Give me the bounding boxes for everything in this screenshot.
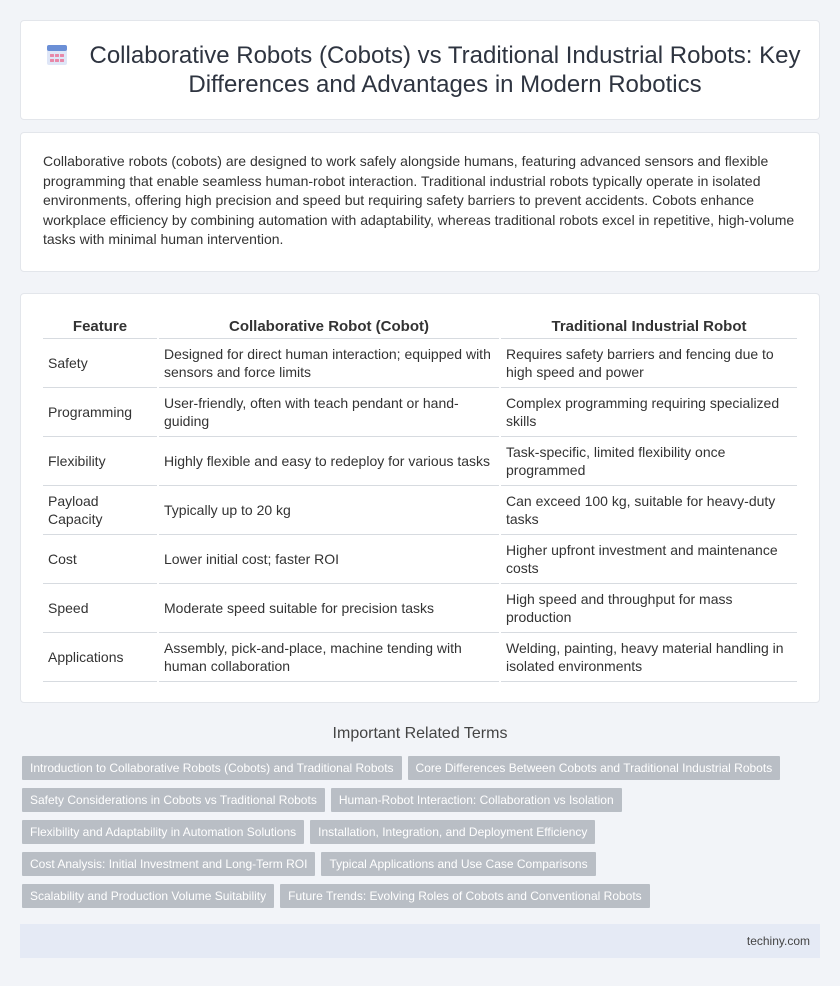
- related-term-tag[interactable]: Cost Analysis: Initial Investment and Long-Term ROI: [22, 852, 315, 876]
- page-title: Collaborative Robots (Cobots) vs Traditional Industrial Robots: Key Differences and Advantages in Modern Robotics: [89, 42, 801, 98]
- intro-paragraph: Collaborative robots (cobots) are designed to work safely alongside humans, featuring advanced sensors and flexible programming that enable seamless human-robot interaction. Traditional industrial robots typically operate in isolated environments, offering high precision and speed but requiring safety barriers to prevent accidents. Cobots enhance workplace efficiency by combining automation with adaptability, whereas traditional robots excel in repetitive, high-volume tasks with minimal human intervention.: [43, 153, 795, 247]
- related-term-tag[interactable]: Installation, Integration, and Deployment Efficiency: [310, 820, 595, 844]
- table-row: [43, 339, 797, 388]
- related-term-tag[interactable]: Typical Applications and Use Case Comparisons: [321, 852, 595, 876]
- related-term-tag[interactable]: Flexibility and Adaptability in Automation Solutions: [22, 820, 304, 844]
- cobot-cell: Lower initial cost; faster ROI: [159, 535, 499, 584]
- footer: [20, 924, 820, 958]
- column-header-cobot: Collaborative Robot (Cobot): [159, 312, 499, 339]
- comparison-table-card: [20, 293, 820, 703]
- traditional-cell: Can exceed 100 kg, suitable for heavy-duty tasks: [501, 486, 797, 535]
- traditional-cell: Complex programming requiring specialized skills: [501, 388, 797, 437]
- feature-cell: Flexibility: [43, 437, 157, 486]
- related-term-tag[interactable]: Core Differences Between Cobots and Traditional Industrial Robots: [408, 756, 781, 780]
- column-header-traditional: Traditional Industrial Robot: [501, 312, 797, 339]
- related-terms-heading: Important Related Terms: [332, 725, 508, 742]
- feature-cell: Speed: [43, 584, 157, 633]
- related-term-tag[interactable]: Introduction to Collaborative Robots (Cobots) and Traditional Robots: [22, 756, 402, 780]
- related-term-tag[interactable]: Future Trends: Evolving Roles of Cobots and Conventional Robots: [280, 884, 650, 908]
- traditional-cell: Task-specific, limited flexibility once programmed: [501, 437, 797, 486]
- traditional-cell: Welding, painting, heavy material handling in isolated environments: [501, 633, 797, 682]
- table-row: [43, 486, 797, 535]
- feature-cell: Payload Capacity: [43, 486, 157, 535]
- related-term-tag[interactable]: Safety Considerations in Cobots vs Traditional Robots: [22, 788, 325, 812]
- table-row: [43, 535, 797, 584]
- comparison-table: [41, 312, 799, 682]
- related-terms-list: [0, 756, 840, 908]
- cobot-cell: Highly flexible and easy to redeploy for various tasks: [159, 437, 499, 486]
- traditional-cell: Higher upfront investment and maintenance costs: [501, 535, 797, 584]
- related-term-tag[interactable]: Human-Robot Interaction: Collaboration vs Isolation: [331, 788, 622, 812]
- related-term-tag[interactable]: Scalability and Production Volume Suitability: [22, 884, 274, 908]
- feature-cell: Cost: [43, 535, 157, 584]
- table-row: [43, 388, 797, 437]
- traditional-cell: High speed and throughput for mass production: [501, 584, 797, 633]
- table-grid-icon: [45, 43, 69, 67]
- intro-card: [20, 132, 820, 272]
- header-card: [20, 20, 820, 120]
- feature-cell: Safety: [43, 339, 157, 388]
- cobot-cell: Typically up to 20 kg: [159, 486, 499, 535]
- cobot-cell: Assembly, pick-and-place, machine tending with human collaboration: [159, 633, 499, 682]
- table-row: [43, 633, 797, 682]
- table-row: [43, 584, 797, 633]
- feature-cell: Applications: [43, 633, 157, 682]
- table-row: [43, 437, 797, 486]
- traditional-cell: Requires safety barriers and fencing due to high speed and power: [501, 339, 797, 388]
- cobot-cell: User-friendly, often with teach pendant or hand-guiding: [159, 388, 499, 437]
- feature-cell: Programming: [43, 388, 157, 437]
- cobot-cell: Moderate speed suitable for precision tasks: [159, 584, 499, 633]
- column-header-feature: Feature: [43, 312, 157, 339]
- table-header-row: [43, 312, 797, 339]
- footer-site-link[interactable]: techiny.com: [746, 934, 810, 948]
- cobot-cell: Designed for direct human interaction; equipped with sensors and force limits: [159, 339, 499, 388]
